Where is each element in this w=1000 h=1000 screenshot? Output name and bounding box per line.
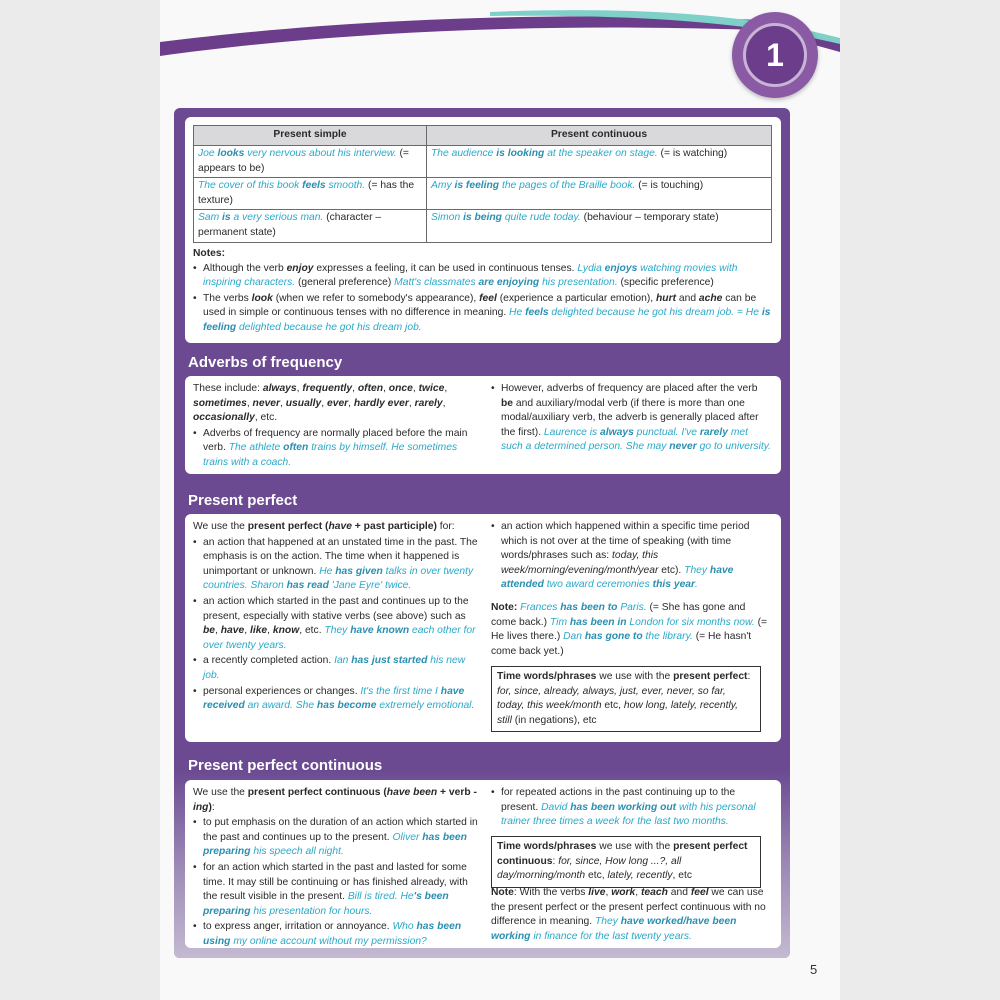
table-header: Present simple xyxy=(194,126,427,146)
notes xyxy=(193,247,773,337)
table-cell: Sam is a very serious man. (character – permanent state) xyxy=(194,210,427,242)
present-perfect-use: • an action that happened at an unstated time in the past. The emphasis is on the action. The time when it happened is unimportant or unknown. He has given talks in over twenty countries. Sharon has read 'Jane Eyre' twice. xyxy=(193,536,478,594)
note-item: • Although the verb enjoy expresses a feeling, it can be used in continuous tenses. Lydia enjoys watching movies with inspiring characters. (general preference) Matt's classmates are enjoying his presentation. (specific preference) xyxy=(193,262,773,291)
ppc-use: • to express anger, irritation or annoyance. Who has been using my online account without my permission? xyxy=(193,920,478,949)
present-perfect-note: Note: Frances has been to Paris. (= She has gone and come back.) Tim has been in London for six months now. (= He lives there.) Dan has gone to the library. (= He hasn't come back yet.) xyxy=(491,601,768,657)
time-words-box: Time words/phrases we use with the present perfect continuous: for, since, How long ...?, all day/morning/month etc, lately, recently, etc xyxy=(491,836,761,888)
ppc-left-col xyxy=(193,786,478,951)
present-perfect-use: • an action which started in the past and continues up to the present, especially with stative verbs (see above) such as be, have, like, know, etc. They have known each other for over twenty years. xyxy=(193,595,478,653)
notes-title: Notes: xyxy=(193,248,226,259)
table-cell: Amy is feeling the pages of the Braille book. (= is touching) xyxy=(427,178,772,210)
ppc-box xyxy=(185,780,781,948)
ppc-use: • for repeated actions in the past continuing up to the present. David has been working out with his personal trainer three times a week for the last two months. xyxy=(491,786,771,830)
time-words-box: Time words/phrases we use with the present perfect: for, since, already, always, just, ever, never, so far, today, this week/month etc, how long, lately, recently, still (in negations), etc xyxy=(491,666,761,732)
adverbs-right-col xyxy=(491,382,771,456)
table-row xyxy=(194,146,772,178)
table-row xyxy=(194,178,772,210)
present-perfect-use: • a recently completed action. Ian has just started his new job. xyxy=(193,654,478,683)
section-heading-adverbs: Adverbs of frequency xyxy=(188,354,343,371)
ppc-use: • to put emphasis on the duration of an action which started in the past and continues up to the present. Oliver has been preparing his speech all night. xyxy=(193,816,478,860)
adverbs-rule: • Adverbs of frequency are normally placed before the main verb. The athlete often trains by himself. He sometimes trains with a coach. xyxy=(193,427,478,471)
ppc-intro: We use the present perfect continuous (have been + verb -ing): xyxy=(193,787,477,813)
page-number: 5 xyxy=(810,962,818,977)
adverbs-left-col xyxy=(193,382,478,472)
table-header: Present continuous xyxy=(427,126,772,146)
unit-number: 1 xyxy=(743,23,807,87)
present-perfect-use: • personal experiences or changes. It's the first time I have received an award. She has become extremely emotional. xyxy=(193,685,478,714)
ppc-right-col xyxy=(491,786,771,831)
present-perfect-right-col xyxy=(491,520,771,660)
table-row xyxy=(194,210,772,242)
present-perfect-left-col xyxy=(193,520,478,715)
section-heading-ppc: Present perfect continuous xyxy=(188,757,383,774)
adverbs-intro: These include: always, frequently, often, once, twice, sometimes, never, usually, ever, hardly ever, rarely, occasionally, etc. xyxy=(193,383,448,424)
table-cell: The audience is looking at the speaker on stage. (= is watching) xyxy=(427,146,772,178)
note-item: • The verbs look (when we refer to somebody's appearance), feel (experience a particular emotion), hurt and ache can be used in simple or continuous tenses with no difference in meaning. He feels delighted because he got his dream job. = He is feeling delighted because he got his dream job. xyxy=(193,292,773,336)
present-perfect-use: • an action which happened within a specific time period which is not over at the time of speaking (with time words/phrases such as: today, this week/morning/evening/month/year etc). They have attended two award ceremonies this year. xyxy=(491,520,771,593)
present-perfect-intro: We use the present perfect (have + past participle) for: xyxy=(193,521,455,532)
textbook-page xyxy=(160,0,840,1000)
present-perfect-box xyxy=(185,514,781,742)
ppc-use: • for an action which started in the past and lasted for some time. It may still be continuing or has finished already, with the result visible in the present. Bill is tired. He's been preparing his presentation for hours. xyxy=(193,861,478,919)
ppc-note: Note: With the verbs live, work, teach and feel we can use the present perfect or the present perfect continuous with no difference in meaning. They have worked/have been working in finance for the last twenty years. xyxy=(491,887,766,942)
unit-badge xyxy=(732,12,818,98)
adverbs-box xyxy=(185,376,781,474)
table-cell: The cover of this book feels smooth. (= has the texture) xyxy=(194,178,427,210)
table-cell: Simon is being quite rude today. (behaviour – temporary state) xyxy=(427,210,772,242)
comparison-box xyxy=(185,117,781,343)
adverbs-rule: • However, adverbs of frequency are placed after the verb be and auxiliary/modal verb (if there is more than one modal/auxiliary verb, the adverb is generally placed after the first). Laurence is always punctual. I've rarely met such a determined person. She may never go to university. xyxy=(491,382,771,455)
tense-table xyxy=(193,125,772,243)
table-cell: Joe looks very nervous about his interview. (= appears to be) xyxy=(194,146,427,178)
section-heading-present-perfect: Present perfect xyxy=(188,492,298,509)
